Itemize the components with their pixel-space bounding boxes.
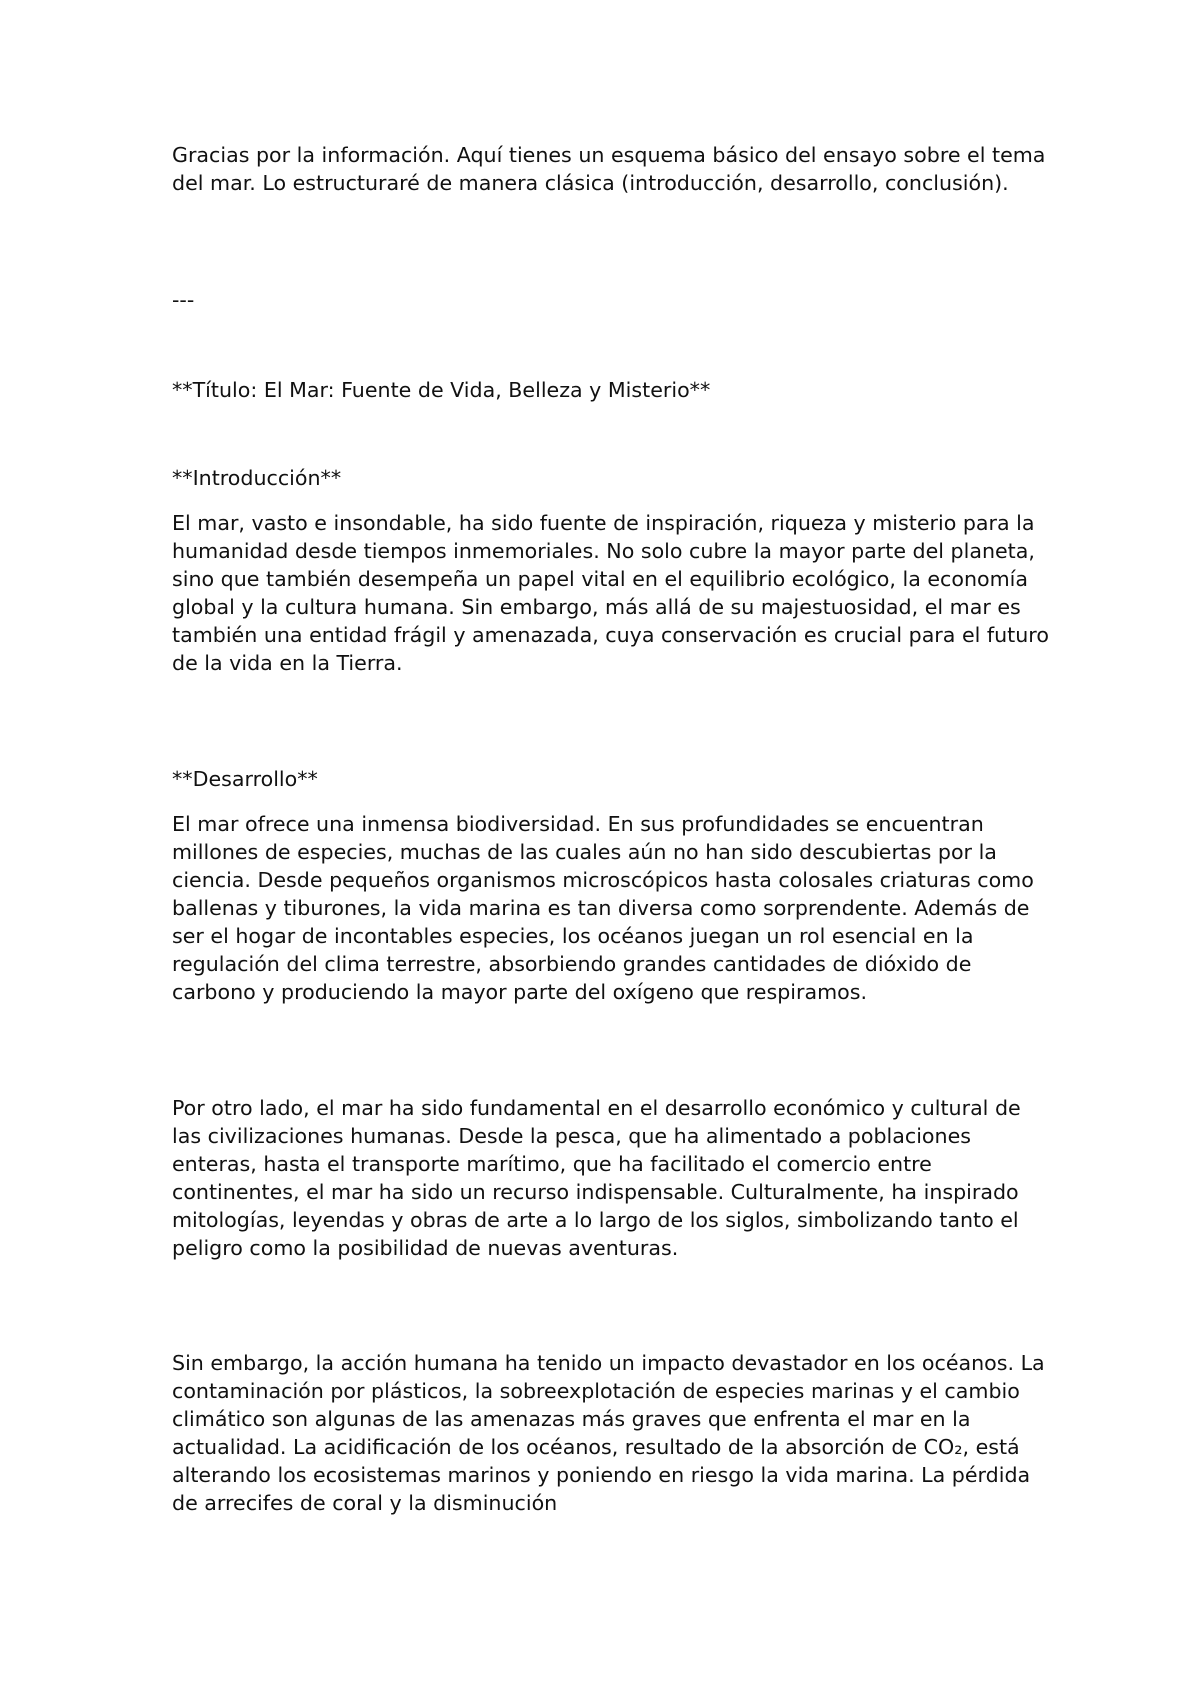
desarrollo-paragraph-3: Sin embargo, la acción humana ha tenido un impacto devastador en los océanos. La contaminación por plásticos, la sobreexplotación de especies marinas y el cambio climático son algunas de las amenazas más graves que enfrenta el mar en la actualidad. La acidificación de los océanos, resultado de la absorción de CO₂, está alterando los ecosistemas marinos y poniendo en riesgo la vida marina. La pérdida de arrecifes de coral y la disminución <box>172 1351 1045 1515</box>
intro-paragraph: Gracias por la información. Aquí tienes un esquema básico del ensayo sobre el tema del mar. Lo estructuraré de manera clásica (introducción, desarrollo, conclusión). <box>172 143 1046 195</box>
introduccion-paragraph: El mar, vasto e insondable, ha sido fuente de inspiración, riqueza y misterio para la humanidad desde tiempos inmemoriales. No solo cubre la mayor parte del planeta, sino que también desempeña un papel vital en el equilibrio ecológico, la economía global y la cultura humana. Sin embargo, más allá de su majestuosidad, el mar es también una entidad frágil y amenazada, cuya conservación es crucial para el futuro de la vida en la Tierra. <box>172 511 1049 675</box>
section-heading-introduccion: **Introducción** <box>172 466 342 490</box>
section-heading-desarrollo: **Desarrollo** <box>172 767 318 791</box>
essay-title: **Título: El Mar: Fuente de Vida, Belleza y Misterio** <box>172 378 711 402</box>
desarrollo-paragraph-1: El mar ofrece una inmensa biodiversidad. En sus profundidades se encuentran millones de especies, muchas de las cuales aún no han sido descubiertas por la ciencia. Desde pequeños organismos microscópicos hasta colosales criaturas como ballenas y tiburones, la vida marina es tan diversa como sorprendente. Además de ser el hogar de incontables especies, los océanos juegan un rol esencial en la regulación del clima terrestre, absorbiendo grandes cantidades de dióxido de carbono y produciendo la mayor parte del oxígeno que respiramos. <box>172 812 1034 1004</box>
separator: --- <box>172 288 195 312</box>
desarrollo-paragraph-2: Por otro lado, el mar ha sido fundamental en el desarrollo económico y cultural de las civilizaciones humanas. Desde la pesca, que ha alimentado a poblaciones enteras, hasta el transporte marítimo, que ha facilitado el comercio entre continentes, el mar ha sido un recurso indispensable. Culturalmente, ha inspirado mitologías, leyendas y obras de arte a lo largo de los siglos, simbolizando tanto el peligro como la posibilidad de nuevas aventuras. <box>172 1096 1021 1260</box>
